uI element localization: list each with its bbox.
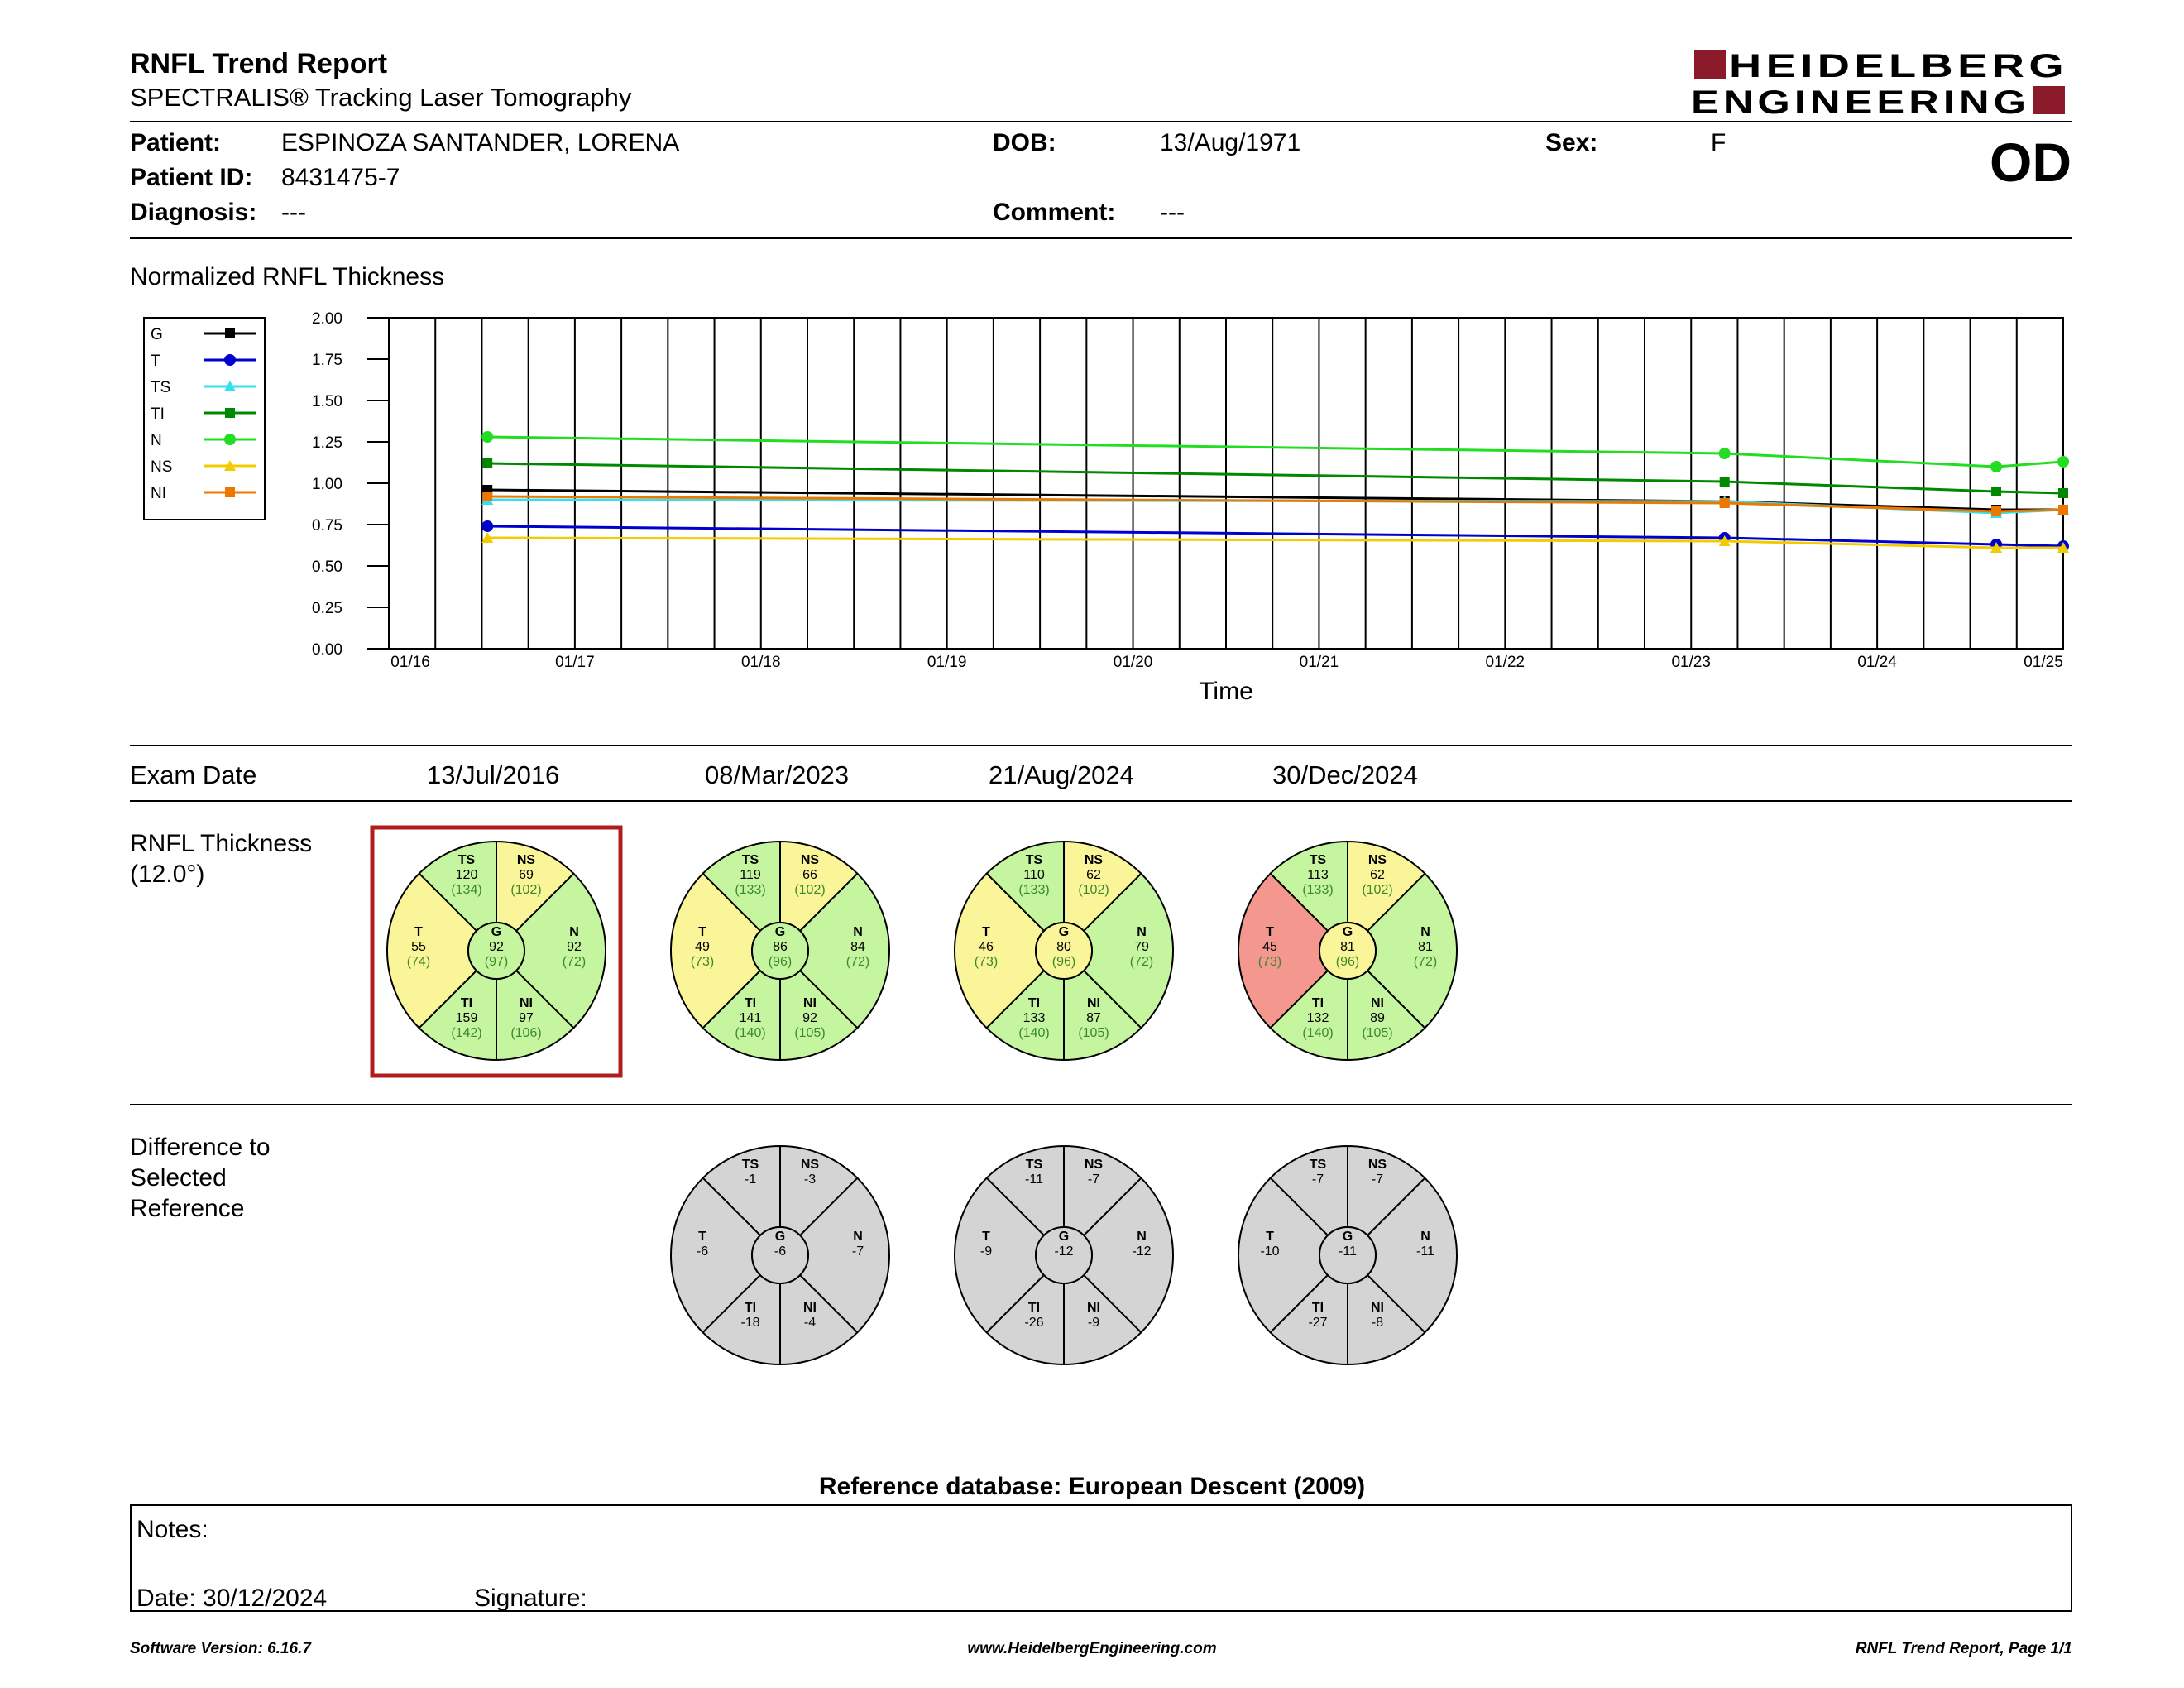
sector-value-n: 79 xyxy=(1134,940,1149,954)
page-info: RNFL Trend Report, Page 1/1 xyxy=(1855,1640,2072,1657)
sector-value-ni: -4 xyxy=(803,1316,817,1330)
sector-value-ti: -27 xyxy=(1308,1316,1328,1330)
x-tick-label: 01/16 xyxy=(390,654,430,671)
x-axis-label: Time xyxy=(1199,678,1253,705)
sector-label-n: N xyxy=(569,925,579,939)
sector-value-t: 49 xyxy=(695,940,710,954)
sector-label-g: G xyxy=(774,925,786,939)
sector-value-ts: 119 xyxy=(740,868,761,882)
exam-date-3: 21/Aug/2024 xyxy=(989,760,1134,789)
patient-name: ESPINOZA SANTANDER, LORENA xyxy=(281,129,680,156)
comment-value: --- xyxy=(1160,199,1185,226)
sector-value-n: 84 xyxy=(850,940,865,954)
logo-line1: HEIDELBERG xyxy=(1729,48,2068,84)
thickness-circle-1 xyxy=(372,827,620,1076)
sector-label-t: T xyxy=(1266,925,1274,939)
sector-label-ti: TI xyxy=(1311,996,1324,1010)
data-point xyxy=(224,434,236,445)
data-point xyxy=(1990,461,2002,472)
exam-date-2: 08/Mar/2023 xyxy=(705,760,850,789)
sector-value-ni: -8 xyxy=(1371,1316,1384,1330)
signature-label: Signature: xyxy=(474,1585,587,1612)
sector-value-t: -10 xyxy=(1260,1244,1280,1259)
sector-label-ts: TS xyxy=(741,853,759,867)
thickness-circle-3 xyxy=(955,842,1173,1060)
sector-normal-t: (73) xyxy=(974,955,999,969)
sector-value-ts: -11 xyxy=(1025,1172,1043,1187)
sector-value-ns: 66 xyxy=(802,868,817,882)
date-label: Date: 30/12/2024 xyxy=(136,1585,328,1612)
sector-normal-ni: (105) xyxy=(1078,1026,1109,1040)
sector-label-ns: NS xyxy=(800,1158,820,1172)
sector-value-ns: 62 xyxy=(1370,868,1385,882)
data-point xyxy=(1991,487,2001,496)
sex-label: Sex: xyxy=(1545,129,1598,156)
sector-value-n: 92 xyxy=(567,940,582,954)
difference-circle-2 xyxy=(955,1146,1173,1364)
sector-value-n: 81 xyxy=(1418,940,1433,954)
data-point xyxy=(225,408,235,418)
sector-label-t: T xyxy=(982,925,990,939)
sector-label-g: G xyxy=(1342,1230,1353,1244)
reference-database: Reference database: European Descent (2009) xyxy=(818,1473,1366,1500)
sector-value-ns: -7 xyxy=(1371,1172,1384,1187)
sector-label-n: N xyxy=(1420,1230,1430,1244)
sector-label-g: G xyxy=(774,1230,786,1244)
data-point xyxy=(482,458,492,468)
sector-value-ti: 132 xyxy=(1306,1011,1329,1025)
data-point xyxy=(2058,505,2068,515)
y-tick-label: 2.00 xyxy=(312,310,342,328)
sector-normal-ni: (105) xyxy=(1362,1026,1393,1040)
sector-normal-g: (96) xyxy=(1051,955,1076,969)
sector-label-ts: TS xyxy=(1309,1158,1327,1172)
sector-label-ns: NS xyxy=(516,853,536,867)
sector-value-ns: 69 xyxy=(519,868,534,882)
logo-line2: ENGINEERING xyxy=(1691,84,2030,118)
sector-normal-ti: (140) xyxy=(735,1026,766,1040)
sector-label-ti: TI xyxy=(1027,1301,1041,1315)
sector-label-ns: NS xyxy=(1084,853,1104,867)
sector-value-ti: -26 xyxy=(1024,1316,1044,1330)
sector-value-g: -12 xyxy=(1054,1244,1074,1259)
sector-normal-ti: (142) xyxy=(451,1026,482,1040)
dob-label: DOB: xyxy=(993,129,1056,156)
thickness-label-line1: RNFL Thickness xyxy=(130,830,313,857)
y-tick-label: 0.25 xyxy=(312,600,342,617)
data-point xyxy=(482,492,492,501)
report-title: RNFL Trend Report xyxy=(130,48,388,79)
sector-value-t: -9 xyxy=(979,1244,993,1259)
sector-label-ns: NS xyxy=(1367,853,1387,867)
sector-label-ts: TS xyxy=(1025,1158,1043,1172)
x-tick-label: 01/23 xyxy=(1671,654,1711,671)
sector-label-t: T xyxy=(698,925,706,939)
x-tick-label: 01/22 xyxy=(1485,654,1525,671)
report-subtitle: SPECTRALIS® Tracking Laser Tomography xyxy=(130,83,632,112)
thickness-circle-4 xyxy=(1238,842,1457,1060)
sector-normal-g: (96) xyxy=(768,955,793,969)
y-tick-label: 1.00 xyxy=(312,476,342,493)
difference-label-line3: Reference xyxy=(130,1195,245,1222)
sector-label-g: G xyxy=(1058,1230,1070,1244)
sector-value-g: 92 xyxy=(489,940,504,954)
sector-label-ts: TS xyxy=(1309,853,1327,867)
sector-normal-t: (73) xyxy=(690,955,715,969)
chart-title: Normalized RNFL Thickness xyxy=(130,263,445,290)
sector-value-ts: -1 xyxy=(744,1172,757,1187)
sector-value-g: -11 xyxy=(1339,1244,1357,1259)
legend-label: TI xyxy=(151,405,165,423)
difference-circle-1 xyxy=(671,1146,889,1364)
sector-value-ni: -9 xyxy=(1087,1316,1100,1330)
sector-value-ni: 92 xyxy=(802,1011,817,1025)
sector-value-t: 55 xyxy=(411,940,426,954)
sector-label-t: T xyxy=(1266,1230,1274,1244)
sector-value-n: -12 xyxy=(1132,1244,1152,1259)
sector-label-g: G xyxy=(1342,925,1353,939)
sector-value-ts: 120 xyxy=(455,868,478,882)
sector-label-ni: NI xyxy=(1087,996,1100,1010)
thickness-circle-2 xyxy=(671,842,889,1060)
sector-normal-ni: (106) xyxy=(510,1026,542,1040)
sector-label-t: T xyxy=(982,1230,990,1244)
rnfl-trend-chart xyxy=(0,0,2184,728)
difference-circle-3 xyxy=(1238,1146,1457,1364)
sector-label-ts: TS xyxy=(457,853,476,867)
sector-value-ts: -7 xyxy=(1311,1172,1324,1187)
chart-legend xyxy=(144,318,265,520)
data-point xyxy=(225,328,235,338)
y-tick-label: 1.50 xyxy=(312,393,342,410)
sector-label-t: T xyxy=(414,925,423,939)
legend-label: NS xyxy=(151,458,173,476)
exam-date-4: 30/Dec/2024 xyxy=(1272,760,1418,789)
sector-label-ni: NI xyxy=(1087,1301,1100,1315)
dob-value: 13/Aug/1971 xyxy=(1160,129,1301,156)
sector-value-t: 46 xyxy=(979,940,994,954)
notes-box[interactable] xyxy=(130,1504,2072,1612)
y-tick-label: 1.25 xyxy=(312,434,342,452)
data-point xyxy=(1720,477,1730,487)
sector-value-ns: -3 xyxy=(803,1172,817,1187)
exam-date-1: 13/Jul/2016 xyxy=(427,760,560,789)
sector-normal-ns: (102) xyxy=(1078,883,1109,897)
sector-value-t: -6 xyxy=(696,1244,709,1259)
sector-value-ns: 62 xyxy=(1086,868,1101,882)
sector-normal-ns: (102) xyxy=(510,883,542,897)
sector-value-g: 81 xyxy=(1340,940,1355,954)
x-tick-label: 01/24 xyxy=(1857,654,1897,671)
sector-value-g: 80 xyxy=(1056,940,1071,954)
x-tick-label: 01/18 xyxy=(741,654,781,671)
thickness-label-line2: (12.0°) xyxy=(130,861,205,888)
sector-value-ns: -7 xyxy=(1087,1172,1100,1187)
x-tick-label: 01/25 xyxy=(2024,654,2063,671)
software-version: Software Version: 6.16.7 xyxy=(130,1640,311,1657)
sector-normal-t: (74) xyxy=(406,955,431,969)
sector-normal-ni: (105) xyxy=(794,1026,826,1040)
sector-label-ni: NI xyxy=(1371,996,1384,1010)
legend-label: TS xyxy=(151,379,171,396)
sector-label-t: T xyxy=(698,1230,706,1244)
x-tick-label: 01/19 xyxy=(927,654,967,671)
sector-label-ts: TS xyxy=(741,1158,759,1172)
x-tick-label: 01/21 xyxy=(1299,654,1339,671)
sector-value-t: 45 xyxy=(1262,940,1277,954)
legend-label: NI xyxy=(151,485,166,502)
sector-value-ts: 113 xyxy=(1307,868,1329,882)
sector-label-ti: TI xyxy=(460,996,473,1010)
sector-circles xyxy=(0,794,2184,1390)
sector-label-ni: NI xyxy=(520,996,533,1010)
sector-value-g: 86 xyxy=(773,940,788,954)
comment-label: Comment: xyxy=(993,199,1116,226)
data-point xyxy=(224,354,236,366)
difference-label-line2: Selected xyxy=(130,1164,227,1192)
sector-label-ni: NI xyxy=(803,996,817,1010)
data-point xyxy=(481,431,493,443)
y-tick-label: 1.75 xyxy=(312,352,342,369)
sector-value-ti: 133 xyxy=(1023,1011,1046,1025)
sector-label-ti: TI xyxy=(1027,996,1041,1010)
sector-label-ns: NS xyxy=(1084,1158,1104,1172)
diagnosis-value: --- xyxy=(281,199,306,226)
sector-normal-ts: (133) xyxy=(735,883,766,897)
legend-label: T xyxy=(151,352,160,370)
x-tick-label: 01/17 xyxy=(555,654,595,671)
sector-value-ni: 89 xyxy=(1370,1011,1385,1025)
y-tick-label: 0.75 xyxy=(312,517,342,535)
sector-label-ni: NI xyxy=(1371,1301,1384,1315)
sector-label-n: N xyxy=(853,925,863,939)
sector-normal-ts: (134) xyxy=(451,883,482,897)
y-tick-label: 0.50 xyxy=(312,559,342,576)
data-point xyxy=(2057,456,2069,468)
sector-label-ns: NS xyxy=(800,853,820,867)
sector-label-ti: TI xyxy=(1311,1301,1324,1315)
sector-value-ti: 141 xyxy=(739,1011,762,1025)
sector-value-n: -11 xyxy=(1416,1244,1434,1259)
diagnosis-label: Diagnosis: xyxy=(130,199,257,226)
difference-label-line1: Difference to xyxy=(130,1134,271,1161)
patient-id-value: 8431475-7 xyxy=(281,164,400,191)
exam-date-label: Exam Date xyxy=(130,760,257,789)
data-point xyxy=(1719,448,1731,459)
sector-normal-g: (96) xyxy=(1335,955,1360,969)
sector-label-g: G xyxy=(1058,925,1070,939)
sector-label-ts: TS xyxy=(1025,853,1043,867)
data-point xyxy=(1991,506,2001,516)
sector-normal-n: (72) xyxy=(1129,955,1154,969)
sector-value-ts: 110 xyxy=(1023,868,1045,882)
sector-value-ti: 159 xyxy=(455,1011,478,1025)
notes-label: Notes: xyxy=(136,1516,208,1543)
sector-label-n: N xyxy=(1137,1230,1147,1244)
sector-normal-n: (72) xyxy=(845,955,870,969)
patient-label: Patient: xyxy=(130,129,222,156)
x-tick-label: 01/20 xyxy=(1113,654,1153,671)
sector-value-g: -6 xyxy=(774,1244,787,1259)
website-link[interactable]: www.HeidelbergEngineering.com xyxy=(967,1640,1217,1657)
sector-label-ns: NS xyxy=(1367,1158,1387,1172)
sector-label-n: N xyxy=(853,1230,863,1244)
sex-value: F xyxy=(1711,129,1727,156)
data-point xyxy=(1720,498,1730,508)
sector-normal-ts: (133) xyxy=(1018,883,1050,897)
sector-value-n: -7 xyxy=(851,1244,864,1259)
sector-value-ni: 87 xyxy=(1086,1011,1101,1025)
sector-normal-ti: (140) xyxy=(1018,1026,1050,1040)
sector-normal-n: (72) xyxy=(1413,955,1438,969)
sector-normal-ns: (102) xyxy=(1362,883,1393,897)
sector-label-ni: NI xyxy=(803,1301,817,1315)
sector-value-ti: -18 xyxy=(740,1316,760,1330)
sector-label-g: G xyxy=(491,925,502,939)
sector-value-ni: 97 xyxy=(519,1011,534,1025)
sector-label-ti: TI xyxy=(744,996,757,1010)
sector-normal-ts: (133) xyxy=(1302,883,1334,897)
sector-normal-n: (72) xyxy=(562,955,587,969)
sector-label-n: N xyxy=(1420,925,1430,939)
sector-label-ti: TI xyxy=(744,1301,757,1315)
sector-label-n: N xyxy=(1137,925,1147,939)
exam-top-divider xyxy=(130,745,2072,746)
legend-label: N xyxy=(151,432,162,449)
data-point xyxy=(2058,488,2068,498)
data-point xyxy=(481,520,493,532)
sector-normal-ns: (102) xyxy=(794,883,826,897)
eye-indicator: OD xyxy=(1990,132,2071,193)
data-point xyxy=(225,487,235,497)
sector-normal-t: (73) xyxy=(1257,955,1282,969)
sector-normal-ti: (140) xyxy=(1302,1026,1334,1040)
sector-normal-g: (97) xyxy=(484,955,509,969)
patient-id-label: Patient ID: xyxy=(130,164,253,191)
legend-label: G xyxy=(151,326,163,343)
y-tick-label: 0.00 xyxy=(312,641,342,659)
